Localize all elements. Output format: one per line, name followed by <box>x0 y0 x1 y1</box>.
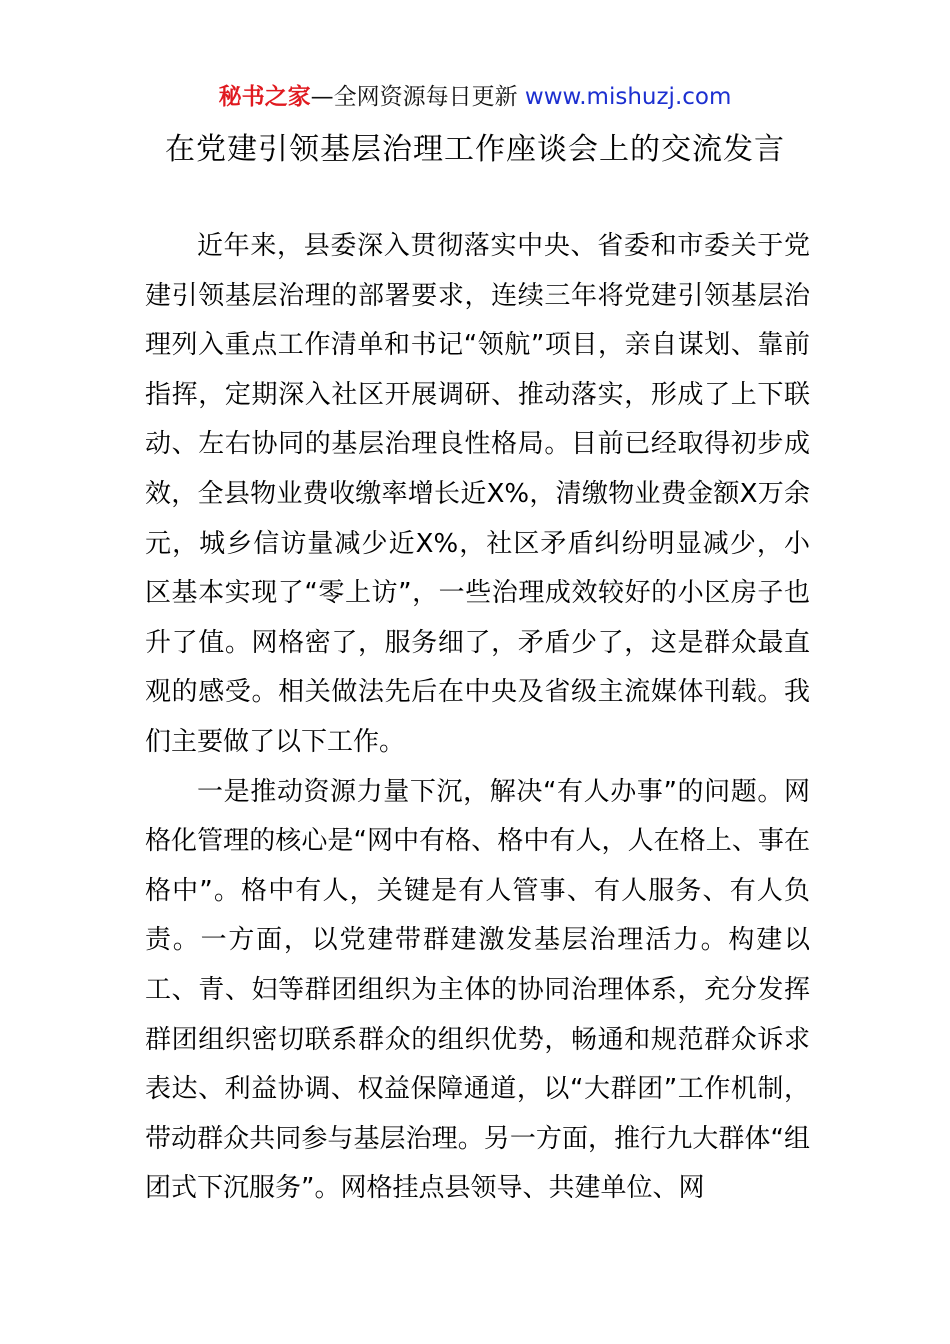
site-header <box>0 82 950 112</box>
document-body <box>145 222 810 1214</box>
brand-name: 秘书之家 <box>218 84 311 110</box>
header-tagline: —全网资源每日更新 <box>310 84 525 110</box>
paragraph: 一是推动资源力量下沉，解决“有人办事”的问题。网格化管理的核心是“网中有格、格中有人，人在格上、事在格中”。格中有人，关键是有人管事、有人服务、有人负责。一方面，以党建带群建激发基层治理活力。构建以工、青、妇等群团组织为主体的协同治理体系，充分发挥群团组织密切联系群众的组织优势，畅通和规范群众诉求表达、利益协调、权益保障通道，以“大群团”工作机制，带动群众共同参与基层治理。另一方面，推行九大群体“组团式下沉服务”。网格挂点县领导、共建单位、网 <box>145 776 810 1204</box>
site-url-link[interactable]: www.mishuzj.com <box>524 84 732 110</box>
paragraph: 近年来，县委深入贯彻落实中央、省委和市委关于党建引领基层治理的部署要求，连续三年将党建引领基层治理列入重点工作清单和书记“领航”项目，亲自谋划、靠前指挥，定期深入社区开展调研、推动落实，形成了上下联动、左右协同的基层治理良性格局。目前已经取得初步成效，全县物业费收缴率增长近X%，清缴物业费金额X万余元，城乡信访量减少近X%，社区矛盾纠纷明显减少，小区基本实现了“零上访”，一些治理成效较好的小区房子也升了值。网格密了，服务细了，矛盾少了，这是群众最直观的感受。相关做法先后在中央及省级主流媒体刊载。我们主要做了以下工作。 <box>145 231 810 757</box>
document-title: 在党建引领基层治理工作座谈会上的交流发言 <box>165 132 785 167</box>
